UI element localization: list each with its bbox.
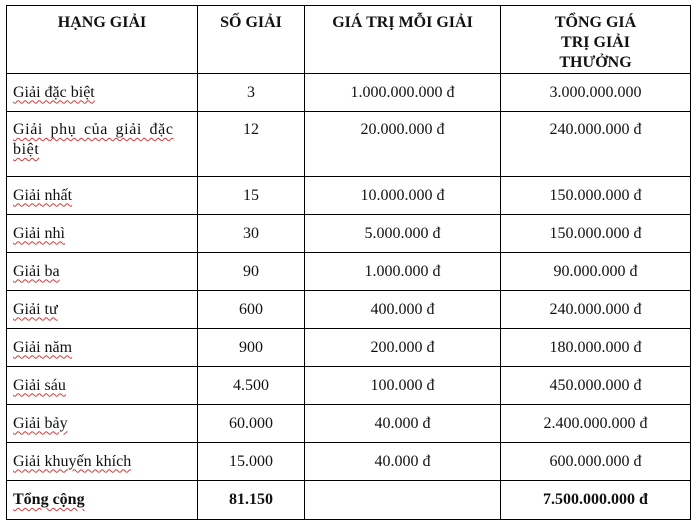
value-cell: 40.000 đ xyxy=(305,443,501,481)
total-cell: 450.000.000 đ xyxy=(501,367,691,405)
count-cell: 15.000 xyxy=(198,443,305,481)
tier-cell: Giải đặc biệt xyxy=(7,74,198,112)
count-cell: 90 xyxy=(198,253,305,291)
count-cell: 3 xyxy=(198,74,305,112)
count-cell: 4.500 xyxy=(198,367,305,405)
total-cell: 240.000.000 đ xyxy=(501,112,691,177)
table-row xyxy=(7,177,691,215)
table-row xyxy=(7,443,691,481)
total-cell: 180.000.000 đ xyxy=(501,329,691,367)
tier-cell: Giải năm xyxy=(7,329,198,367)
total-cell: 150.000.000 đ xyxy=(501,215,691,253)
tier-cell: Giải khuyến khích xyxy=(7,443,198,481)
tier-cell: Giải bảy xyxy=(7,405,198,443)
table-row xyxy=(7,405,691,443)
tier-cell: Giải sáu xyxy=(7,367,198,405)
tier-cell: Giải tư xyxy=(7,291,198,329)
count-cell: 15 xyxy=(198,177,305,215)
count-cell: 60.000 xyxy=(198,405,305,443)
count-cell: 900 xyxy=(198,329,305,367)
tier-cell: Giải nhất xyxy=(7,177,198,215)
value-cell: 400.000 đ xyxy=(305,291,501,329)
value-cell: 5.000.000 đ xyxy=(305,215,501,253)
value-cell: 40.000 đ xyxy=(305,405,501,443)
header-value: GIÁ TRỊ MỖI GIẢI xyxy=(305,6,501,74)
total-sum: 7.500.000.000 đ xyxy=(501,481,691,520)
count-cell: 12 xyxy=(198,112,305,177)
count-cell: 600 xyxy=(198,291,305,329)
total-cell: 600.000.000 đ xyxy=(501,443,691,481)
table-row xyxy=(7,367,691,405)
header-tier: HẠNG GIẢI xyxy=(7,6,198,74)
table-row xyxy=(7,291,691,329)
table-row xyxy=(7,215,691,253)
header-total: TỔNG GIÁ TRỊ GIẢI THƯỞNG xyxy=(501,6,691,74)
total-cell: 2.400.000.000 đ xyxy=(501,405,691,443)
tier-cell: Giải phụ của giải đặc biệt xyxy=(7,112,198,177)
total-cell: 3.000.000.000 xyxy=(501,74,691,112)
total-cell: 150.000.000 đ xyxy=(501,177,691,215)
tier-cell: Giải ba xyxy=(7,253,198,291)
value-cell: 1.000.000.000 đ xyxy=(305,74,501,112)
value-cell: 1.000.000 đ xyxy=(305,253,501,291)
value-cell: 10.000.000 đ xyxy=(305,177,501,215)
count-cell: 30 xyxy=(198,215,305,253)
value-cell: 20.000.000 đ xyxy=(305,112,501,177)
total-row xyxy=(7,481,691,520)
table-row xyxy=(7,112,691,177)
total-count: 81.150 xyxy=(198,481,305,520)
table-row xyxy=(7,329,691,367)
total-cell: 90.000.000 đ xyxy=(501,253,691,291)
table-row xyxy=(7,253,691,291)
value-cell: 100.000 đ xyxy=(305,367,501,405)
header-count: SỐ GIẢI xyxy=(198,6,305,74)
header-row xyxy=(7,6,691,74)
total-label: Tổng cộng xyxy=(7,481,198,520)
tier-cell: Giải nhì xyxy=(7,215,198,253)
total-cell: 240.000.000 đ xyxy=(501,291,691,329)
total-value xyxy=(305,481,501,520)
prize-table xyxy=(6,5,691,520)
value-cell: 200.000 đ xyxy=(305,329,501,367)
table-row xyxy=(7,74,691,112)
